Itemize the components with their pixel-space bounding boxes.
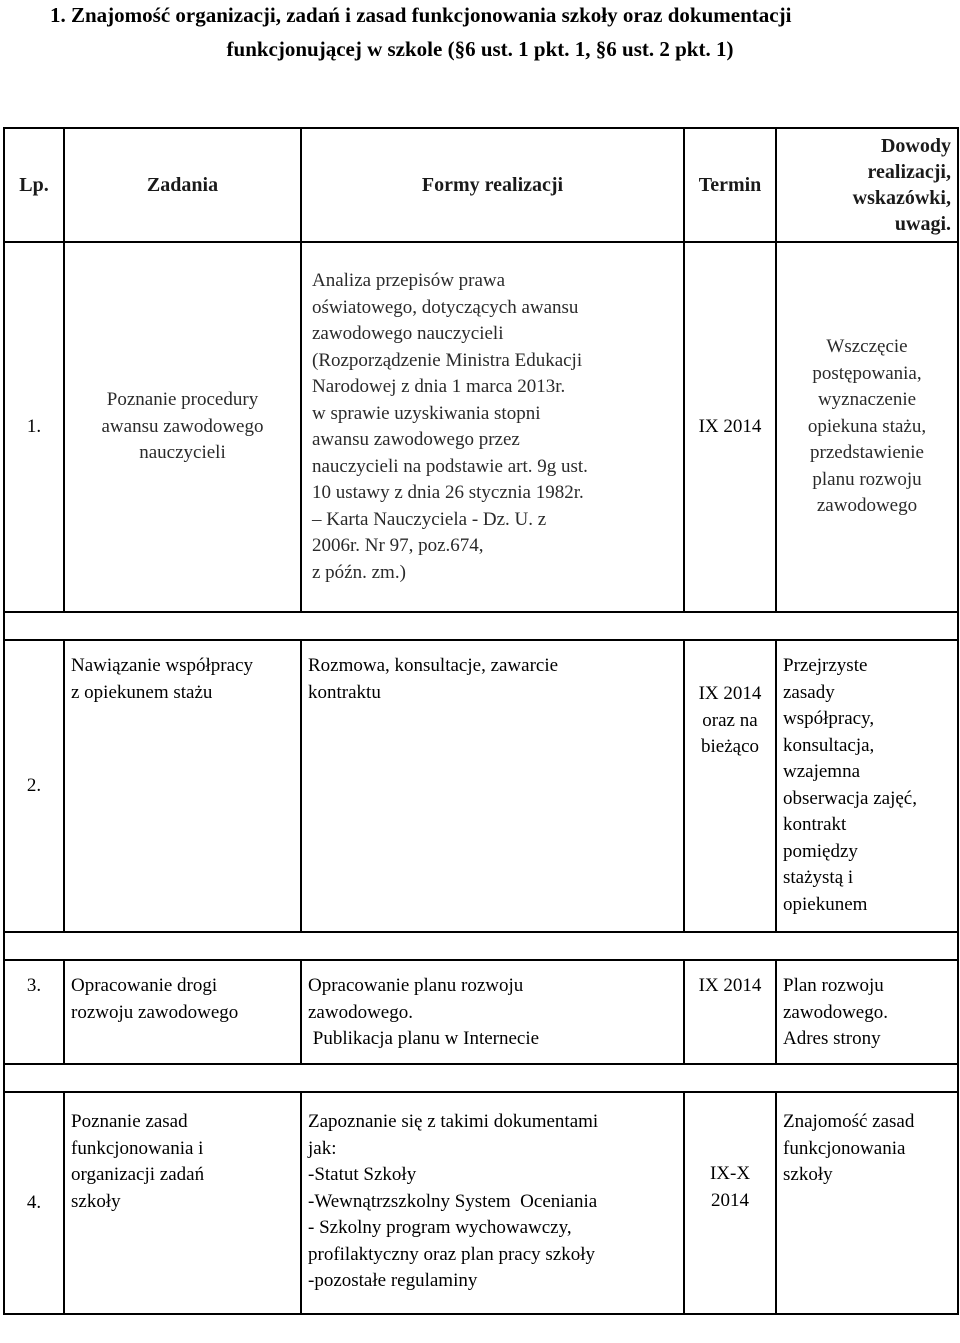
heading-line-2: funkcjonującej w szkole (§6 ust. 1 pkt. 1, §6 ust. 2 pkt. 1) [226, 37, 734, 61]
row4-termin: IX-X 2014 [684, 1092, 776, 1314]
row4-dowody: Znajomość zasad funkcjonowania szkoły [776, 1092, 958, 1314]
header-termin: Termin [684, 128, 776, 242]
row1-formy: Analiza przepisów prawa oświatowego, dotyczących awansu zawodowego nauczycieli (Rozporządzenie Ministra Edukacji Narodowej z dnia 1 marca 2013r. w sprawie uzyskiwania stopni awansu zawodowego przez nauczycieli na podstawie art. 9g ust. 10 ustawy z dnia 26 stycznia 1982r. – Karta Nauczyciela - Dz. U. z 2006r. Nr 97, poz.674, z późn. zm.) [301, 242, 684, 612]
row1-termin: IX 2014 [684, 242, 776, 612]
header-lp: Lp. [4, 128, 64, 242]
heading-line-1: 1. Znajomość organizacji, zadań i zasad funkcjonowania szkoły oraz dokumentacji [50, 3, 792, 27]
row2-termin: IX 2014 oraz na bieżąco [684, 640, 776, 932]
table-row [4, 1092, 958, 1314]
row3-zadania: Opracowanie drogi rozwoju zawodowego [64, 960, 301, 1064]
table-row [4, 242, 958, 612]
row2-lp: 2. [4, 640, 64, 932]
row2-dowody: Przejrzyste zasady współpracy, konsultacja, wzajemna obserwacja zajęć, kontrakt pomiędzy stażystą i opiekunem [776, 640, 958, 932]
header-dowody: Dowody realizacji, wskazówki, uwagi. [776, 128, 958, 242]
row2-formy: Rozmowa, konsultacje, zawarcie kontraktu [301, 640, 684, 932]
row2-zadania: Nawiązanie współpracy z opiekunem stażu [64, 640, 301, 932]
table-row [4, 640, 958, 932]
row3-formy: Opracowanie planu rozwoju zawodowego. Publikacja planu w Internecie [301, 960, 684, 1064]
table-header-row [4, 128, 958, 242]
header-zadania: Zadania [64, 128, 301, 242]
row1-zadania: Poznanie procedury awansu zawodowego nauczycieli [64, 242, 301, 612]
row4-zadania: Poznanie zasad funkcjonowania i organizacji zadań szkoły [64, 1092, 301, 1314]
row4-lp: 4. [4, 1092, 64, 1314]
row1-lp: 1. [4, 242, 64, 612]
row4-formy: Zapoznanie się z takimi dokumentami jak: -Statut Szkoły -Wewnątrzszkolny System Oceniania - Szkolny program wychowawczy, profilaktyczny oraz plan pracy szkoły -pozostałe regulaminy [301, 1092, 684, 1314]
row3-lp: 3. [4, 960, 64, 1064]
row1-dowody: Wszczęcie postępowania, wyznaczenie opiekuna stażu, przedstawienie planu rozwoju zawodowego [776, 242, 958, 612]
row3-dowody: Plan rozwoju zawodowego. Adres strony [776, 960, 958, 1064]
tasks-table [3, 127, 959, 1315]
header-formy: Formy realizacji [301, 128, 684, 242]
table-row [4, 960, 958, 1064]
row3-termin: IX 2014 [684, 960, 776, 1064]
